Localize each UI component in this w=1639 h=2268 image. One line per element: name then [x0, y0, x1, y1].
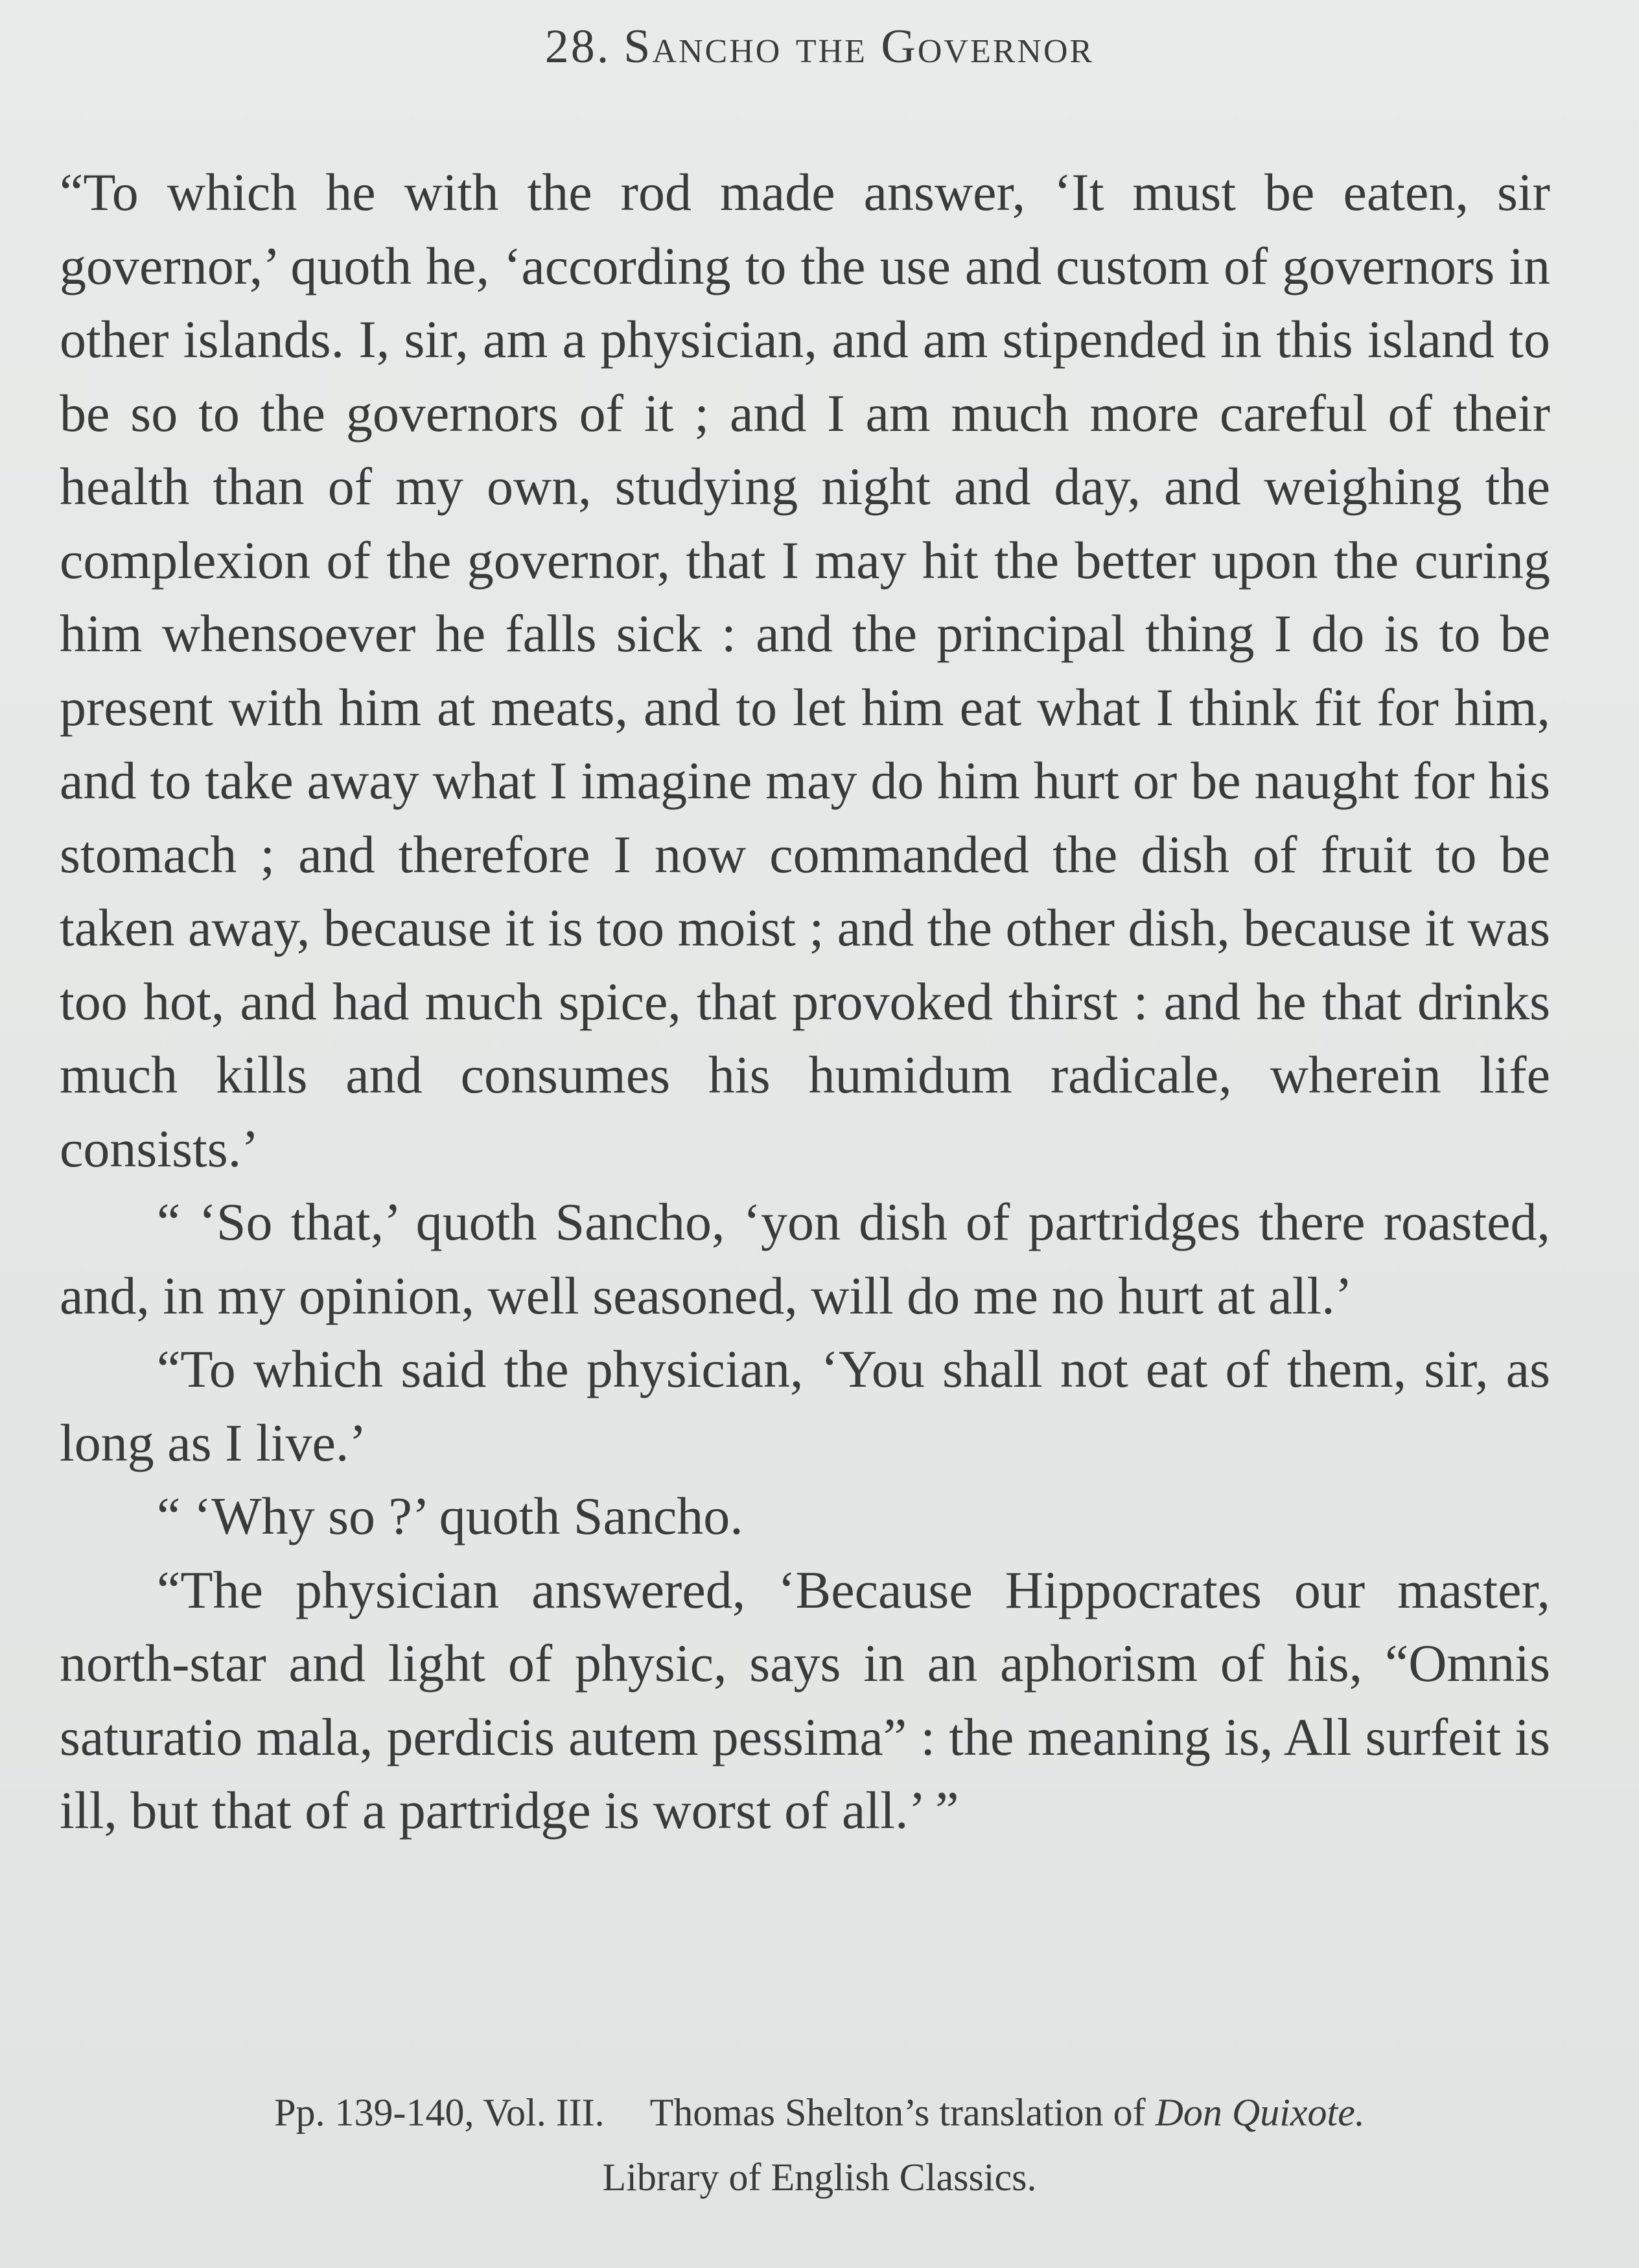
citation-series: Library of English Classics.: [602, 2156, 1037, 2199]
paragraph: “ ‘Why so ?’ quoth Sancho.: [157, 1487, 743, 1545]
citation-line: [0, 2080, 1639, 2145]
source-citation: [0, 2080, 1639, 2210]
chapter-number: 28.: [544, 20, 611, 73]
citation-book-title: Don Quixote.: [1155, 2091, 1365, 2134]
chapter-title: Sancho the Governor: [623, 20, 1095, 73]
paragraph: “To which said the physician, ‘You shall not eat of them, sir, as long as I live.’: [60, 1339, 1550, 1472]
paragraph: “ ‘So that,’ quoth Sancho, ‘yon dish of partridges there roasted, and, in my opinion, well seasoned, will do me no hurt at all.’: [60, 1192, 1550, 1325]
citation-translation: Thomas Shelton’s translation of: [649, 2091, 1146, 2134]
citation-pages: Pp. 139-140, Vol. III.: [274, 2091, 605, 2134]
page-header: [0, 19, 1639, 75]
paragraph: “The physician answered, ‘Because Hippocrates our master, north-star and light of physic, says in an aphorism of his, “Omnis saturatio mala, perdicis autem pessima” : the meaning is, All surfeit is ill, but that of a partridge is worst of all.’ ”: [60, 1560, 1550, 1840]
passage-text: [60, 156, 1550, 1847]
paragraph: “To which he with the rod made answer, ‘It must be eaten, sir governor,’ quoth he, ‘according to the use and custom of governors in other islands. I, sir, am a physician, and am stipended in this island to be so to the governors of it ; and I am much more careful of their health than of my own, studying night and day, and weighing the complexion of the governor, that I may hit the better upon the curing him whensoever he falls sick : and the principal thing I do is to be present with him at meats, and to let him eat what I think fit for him, and to take away what I imagine may do him hurt or be naught for his stomach ; and therefore I now commanded the dish of fruit to be taken away, because it is too moist ; and the other dish, because it was too hot, and had much spice, that provoked thirst : and he that drinks much kills and consumes his humidum radicale, wherein life consists.’: [60, 163, 1550, 1178]
